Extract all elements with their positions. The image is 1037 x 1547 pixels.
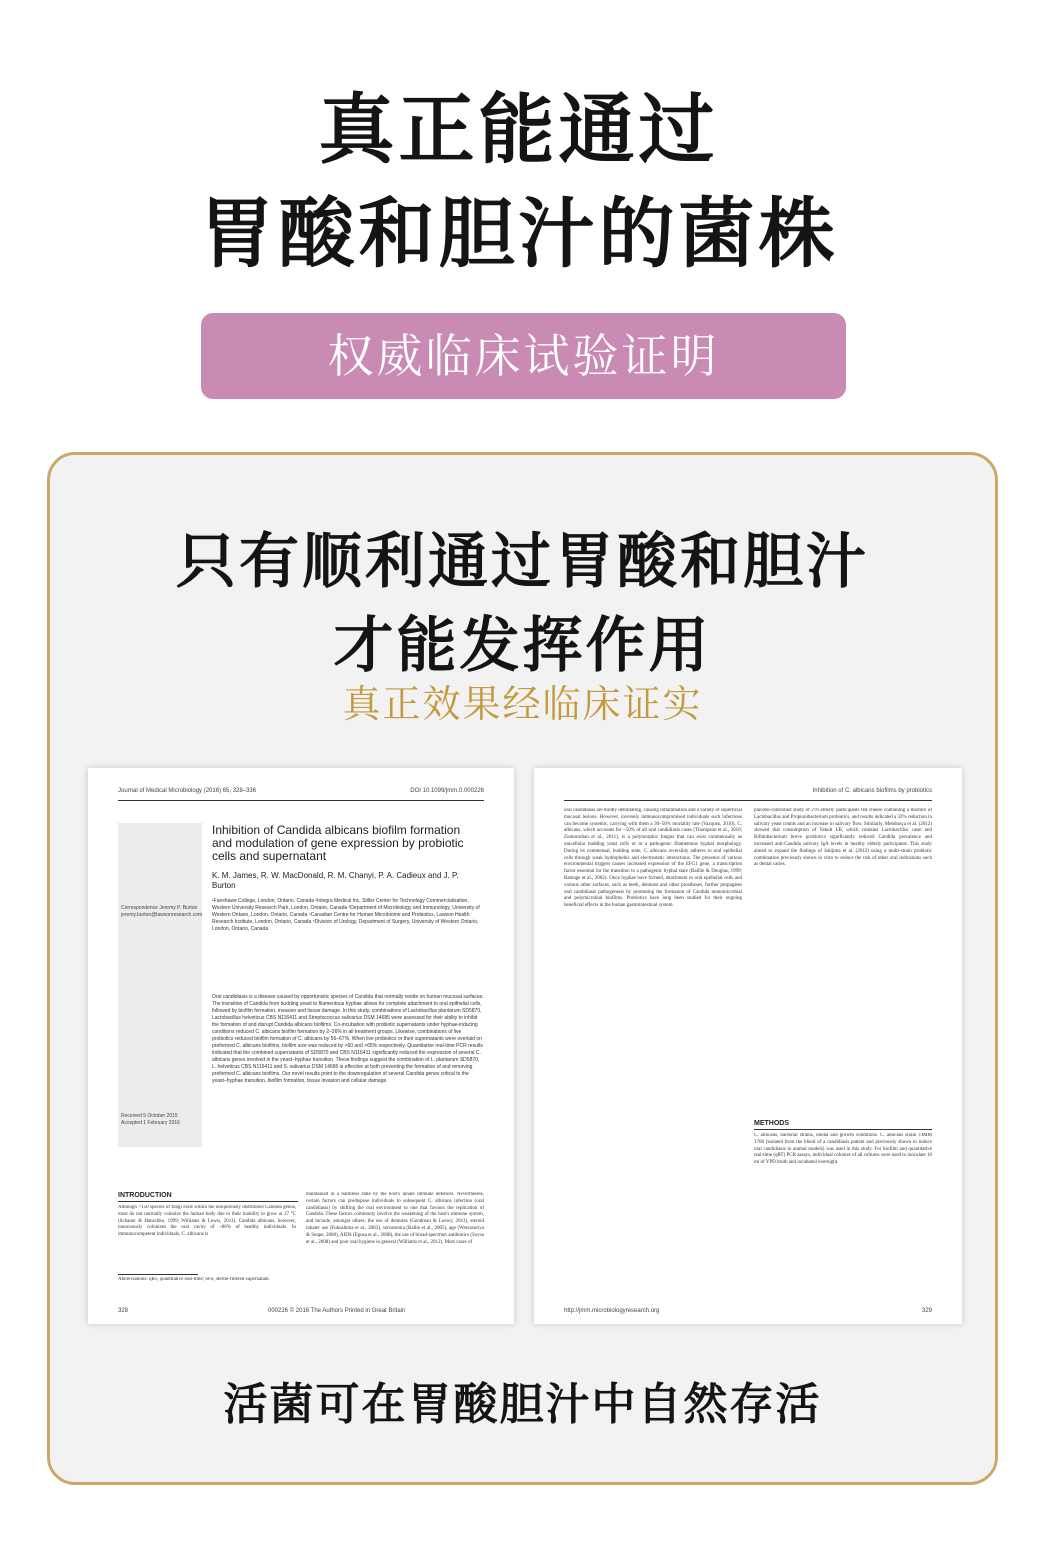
- right-column-1: oral candidiasis are mildly debilitating, causing inflammation and a variety of superficial mucosal lesions. However, inversely immunocompromised individuals such infections can become systemic, carrying with them a 30–50% mortality rate (Vazquez, 2010). C. albicans, which accounts for ~50% of all oral candidiasis cases (Thompson et al., 2010; Zomorodian et al., 2011), is a polymorphic fungus that can exist commensally as unicellular budding yeast cells or in a pathogenic filamentous hyphal morphology. During its commensal, budding state, C. albicans reversibly adheres to oral epithelial cells through weak hydrophobic and electrostatic interactions. The presence of various environmental triggers causes increased expression of the EFG1 gene, a transcription factor essential for the transition to a pathogenic hyphal state (Baillie & Douglas, 1999; Ramage et al., 2002). Once hyphae have formed, attachment to oral epithelial cells and various other surfaces, such as teeth, dentures and other prostheses, further propagates oral candidiasis pathogenesis by promoting the formation of Candida monomicrobial and polymicrobial biofilms. Probiotics have long been studied for their ongoing beneficial effects in the human gastrointestinal system.: [564, 808, 742, 909]
- card-title-line2: 才能发挥作用: [333, 611, 712, 681]
- journal-url: http://jmm.microbiologyresearch.org: [564, 1308, 660, 1314]
- page-number-right: 329: [921, 1308, 932, 1314]
- methods-heading: METHODS: [754, 1120, 789, 1127]
- methods-rule: [754, 1129, 932, 1130]
- paper-title: Inhibition of Candida albicans biofilm formation and modulation of gene expression by probiotic cells and supernatant: [212, 823, 464, 863]
- intro-heading: INTRODUCTION: [118, 1192, 172, 1199]
- intro-column-2: maintained in a harmless state by the host's innate immune defences. Nevertheless, certain factors can predispose individuals to subsequent C. albicans infection (oral candidiasis) by shifting the oral environment to one that favours the replication of Candida. These factors commonly involve the weakening of the host's immune system, and include, amongst others, the use of dentures (Gendreau & Loewy, 2011), steroid inhaler use (Fukushima et al., 2003), xerostomia (Ballie et al., 2005), age (Weerasuriya & Snape, 2008), AIDS (Egusa et al., 2008), the use of broad-spectrum antibiotics (Soysa et al., 2008) and poor oral hygiene in general (Williams et al., 2012). Most cases of: [306, 1192, 484, 1245]
- hero-title-line2: 胃酸和胆汁的菌株: [198, 189, 839, 278]
- paper-abstract: Oral candidiasis is a disease caused by opportunistic species of Candida that normally reside on human mucosal surfaces. The transition of Candida from budding yeast to filamentous hyphae allows for complete attachment to oral epithelial cells, followed by biofilm formation, invasion and tissue damage. In this study, combinations of Lactobacillus plantarum SD5870, Lactobacillus helveticus CBS N116411 and Streptococcus salivarius DSM 14685 were assessed for their ability to inhibit the formation of and disrupt Candida albicans biofilms. Co-incubation with probiotic supernatants under hyphae-inducing conditions reduced C. albicans biofilm formation by 2–26% in all treatment groups. Likewise, combinations of live probiotics reduced biofilm formation of C. albicans by 56–67%. When live probiotics or their supernatants were overlaid on preformed C. albicans biofilms, biofilm size was reduced by >60 and >65% respectively. Quantitative real-time PCR results indicated that the combined supernatants of SD5870 and CBS N116411 significantly reduced the expression of several C. albicans genes involved in the yeast–hyphae transition. These findings suggest the combination of L. plantarum SD5870, L. helveticus CBS N116411 and S. salivarius DSM 14685 is effective at both preventing the formation of and removing preformed C. albicans biofilms. Our novel results point to the downregulation of several Candida genes critical to the yeast–hyphae transition, biofilm formation, tissue invasion and cellular damage.: [212, 994, 484, 1084]
- doi: DOI 10.1099/jmm.0.000226: [410, 788, 484, 794]
- header-rule: [118, 800, 484, 801]
- methods-text: C. albicans, bacterial strains, media and growth conditions. C. albicans strain TIMM 1768 (isolated from the blood of a candidiasis patient and previously shown to induce oral candidiasis in animal models) was used in this study. For biofilm and quantitative real-time (qRT) PCR assays, individual colonies of all cultures were used to inoculate 10 ml of YPD broth and incubated overnight.: [754, 1133, 932, 1166]
- card-bottom-caption: 活菌可在胃酸胆汁中自然存活: [223, 1379, 822, 1430]
- clinical-proof-badge: 权威临床试验证明: [201, 313, 846, 399]
- copyright-footer: 000226 © 2016 The Authors Printed in Great Britain: [268, 1308, 406, 1314]
- intro-column-1: Although >150 species of fungi exist within the ubiquitously distributed Candida genus, most do not normally colonize the human body due to their inability to grow at 37 °C (Schauer & Hanschke, 1999; Williams & Lewis, 2011). Candida albicans, however, innocuously colonizes the oral cavity of ~80% of healthy individuals. In immunocompetent individuals, C. albicans is: [118, 1205, 296, 1238]
- paper-authors: K. M. James, R. W. MacDonald, R. M. Chanyi, P. A. Cadieux and J. P. Burton: [212, 871, 459, 890]
- hero-title-line1: 真正能通过: [318, 85, 719, 174]
- right-column-2: placebo-controlled study of 276 elderly participants fed cheese containing a mixture of Lactobacillus and Propionibacterium probiotics, and results indicated a 32% reduction in salivary yeast counts and an increase in salivary flow. Similarly, Mendonça et al. (2012) showed that consumption of Yakult LB, which contains Lactobacillus casei and Bifidobacterium breve probiotics significantly reduced Candida prevalence and increased anti-Candida salivary IgA levels in healthy elderly participants. This study aimed to expand the findings of Ishijima et al. (2012) using a multi-strain probiotic combination previously shown in vitro to reduce the risk of other oral indications such as dental caries.: [754, 808, 932, 868]
- paper-affiliations: ¹Fanshawe College, London, Ontario, Canada ²Integra Medical Inc, Stiller Center for Technology Commercialization, Western University Research Park, London, Ontario, Canada ³Department of Microbiology and Immunology, University of Western Ontario, London, Ontario, Canada ⁴Canadian Centre for Human Microbiome and Probiotics, Lawson Health Research Institute, London, Ontario, Canada ⁵Division of Urology, Department of Surgery, University of Western Ontario, London, Ontario, Canada: [212, 898, 480, 932]
- sidebar-box: [118, 823, 202, 1147]
- intro-rule: [118, 1201, 298, 1202]
- paper-page-right: [534, 768, 962, 1324]
- evidence-card: [47, 452, 998, 1485]
- paper-page-left: [88, 768, 514, 1324]
- card-title-line1: 只有顺利通过胃酸和胆汁: [176, 527, 869, 597]
- journal-header: Journal of Medical Microbiology (2016) 65, 328–336: [118, 788, 257, 794]
- hero-title: [0, 78, 1037, 286]
- card-subtitle: 真正效果经临床证实: [342, 682, 703, 726]
- correspondence: Correspondence Jeremy P. Burton jeremy.burton@lawsonresearch.com: [121, 905, 203, 918]
- running-head: Inhibition of C. albicans biofilms by probiotics: [812, 788, 932, 794]
- received-dates: Received 5 October 2015 Accepted 1 February 2016: [121, 1113, 180, 1126]
- abbreviations: Abbreviations: qRT, quantitative real-time; SFS, sterile-filtered supernatant.: [118, 1277, 270, 1282]
- card-title: [50, 520, 995, 688]
- page-number-left: 328: [118, 1308, 129, 1314]
- header-rule-right: [564, 800, 932, 801]
- footnote-rule: [118, 1274, 198, 1275]
